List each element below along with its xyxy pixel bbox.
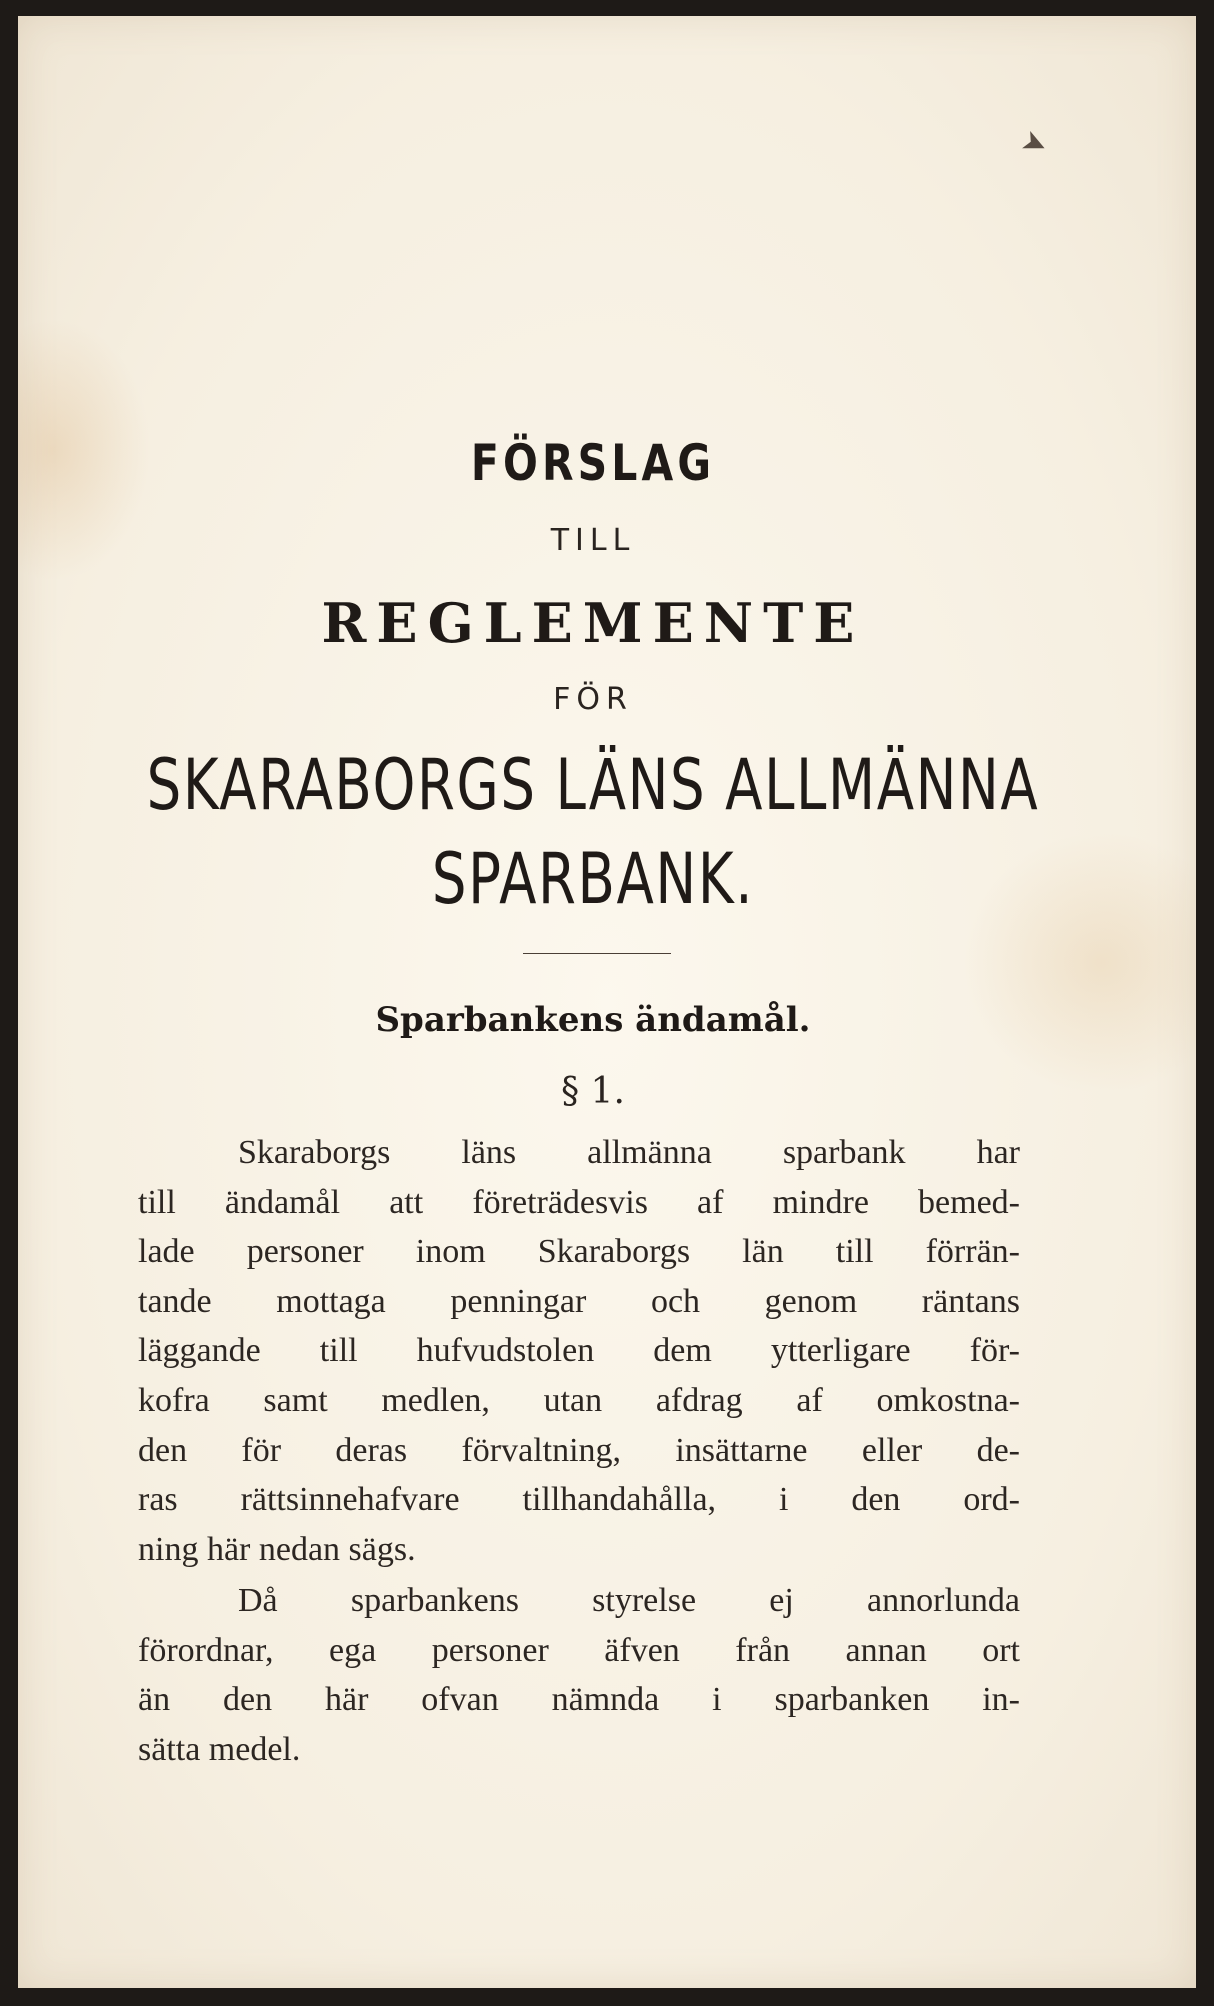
title-bank-name <box>145 738 1042 926</box>
title-reglemente: REGLEMENTE <box>321 591 865 655</box>
paragraph-line: läggande till hufvudstolen dem ytterligare för- <box>138 1332 1020 1370</box>
title-bank-line-1: SKARABORGS LÄNS ALLMÄNNA <box>146 744 1040 826</box>
paragraph-line: kofra samt medlen, utan afdrag af omkostna- <box>138 1381 1020 1419</box>
title-bank-line-2: SPARBANK. <box>431 838 755 920</box>
paragraph-line: förordnar, ega personer äfven från annan ort <box>138 1631 1020 1669</box>
section-heading: Sparbankens ändamål. <box>375 1000 811 1040</box>
paragraph-line: sätta medel. <box>138 1730 301 1768</box>
paragraph-line: än den här ofvan nämnda i sparbanken in- <box>138 1681 1020 1719</box>
title-for: FÖR <box>553 682 633 717</box>
paragraph-line: den för deras förvaltning, insättarne eller de- <box>138 1431 1020 1469</box>
paragraph-number: § 1. <box>561 1071 625 1112</box>
paragraph-line: Då sparbankens styrelse ej annorlunda <box>238 1582 1020 1619</box>
paragraph-line: Skaraborgs läns allmänna sparbank har <box>238 1134 1020 1171</box>
paragraph-line: till ändamål att företrädesvis af mindre bemed- <box>138 1183 1020 1221</box>
paragraph-1 <box>138 1128 1020 1574</box>
paragraph-line: lade personer inom Skaraborgs län till förrän- <box>138 1233 1020 1271</box>
paragraph-line: ning här nedan sägs. <box>138 1530 416 1568</box>
paragraph-line: tande mottaga penningar och genom räntans <box>138 1282 1020 1320</box>
title-forslag: FÖRSLAG <box>470 434 716 492</box>
corner-pencil-mark: ➤ <box>1015 122 1054 165</box>
divider-rule <box>523 953 671 954</box>
paragraph-2 <box>138 1576 1020 1774</box>
paragraph-line: ras rättsinnehafvare tillhandahålla, i den ord- <box>138 1481 1020 1519</box>
document-page <box>18 16 1196 1988</box>
title-till: TILL <box>550 523 636 558</box>
